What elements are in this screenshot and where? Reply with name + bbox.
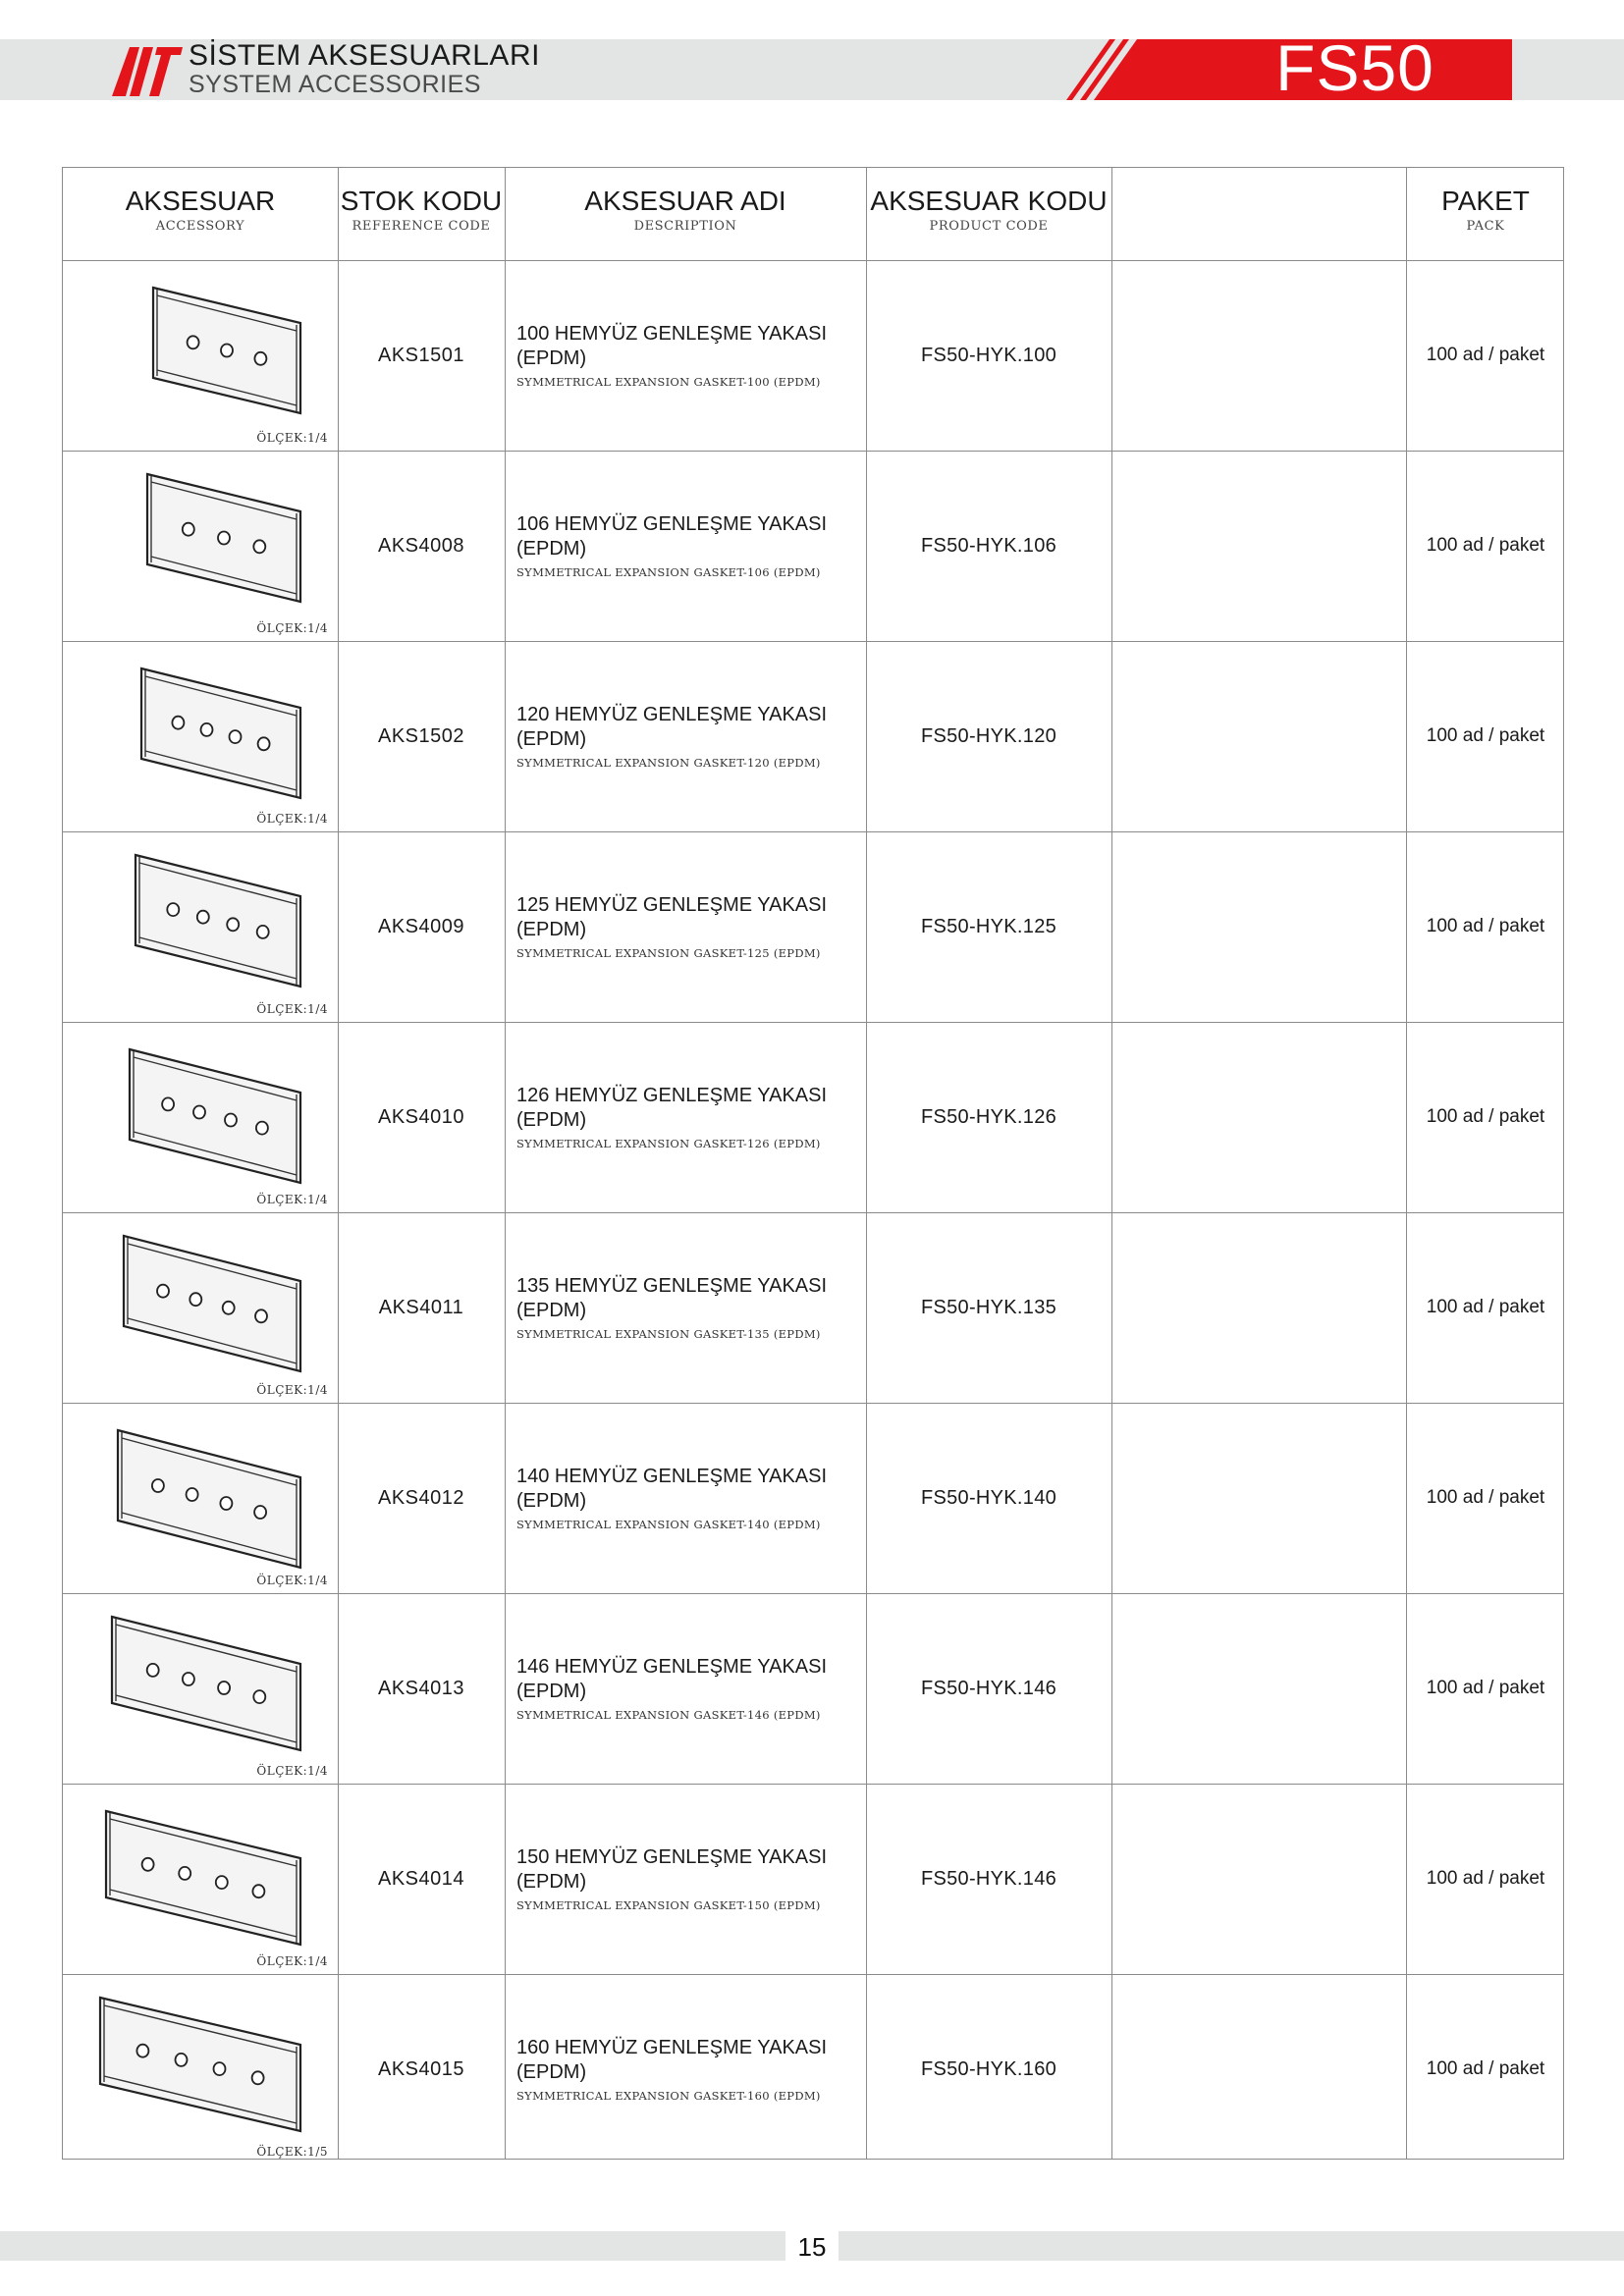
expansion-gasket-drawing [63, 1784, 338, 1974]
gasket-hole [252, 1885, 264, 1897]
gasket-hole [172, 717, 184, 729]
gasket-hole [147, 1664, 159, 1677]
gasket-hole [256, 1122, 268, 1135]
description-en: SYMMETRICAL EXPANSION GASKET-146 (EPDM) [516, 1708, 821, 1722]
gasket-hole [179, 1867, 190, 1880]
description-en: SYMMETRICAL EXPANSION GASKET-160 (EPDM) [516, 2089, 821, 2103]
description-cell [505, 1784, 866, 1974]
gasket-hole [214, 2062, 226, 2075]
scale-label: ÖLÇEK:1/4 [256, 621, 328, 635]
table-row [63, 1212, 1563, 1403]
expansion-gasket-drawing [63, 1974, 338, 2164]
gasket-hole [223, 1302, 235, 1314]
row-divider [63, 641, 1563, 642]
description-tr: 160 HEMYÜZ GENLEŞME YAKASI (EPDM) [516, 2037, 828, 2083]
row-divider [63, 1403, 1563, 1404]
row-divider [63, 1784, 1563, 1785]
row-divider [63, 831, 1563, 832]
description-cell [505, 1974, 866, 2164]
accessory-image-cell [63, 1784, 338, 1974]
description-tr: 140 HEMYÜZ GENLEŞME YAKASI (EPDM) [516, 1466, 828, 1512]
brand-title-tr: SİSTEM AKSESUARLARI [189, 39, 540, 72]
table-row [63, 260, 1563, 451]
scale-label: ÖLÇEK:1/4 [256, 1383, 328, 1397]
expansion-gasket-drawing [63, 641, 338, 831]
accessory-image-cell [63, 260, 338, 451]
description-en: SYMMETRICAL EXPANSION GASKET-100 (EPDM) [516, 375, 821, 389]
header-accessory [63, 168, 338, 260]
row-divider [63, 1974, 1563, 1975]
table-row [63, 451, 1563, 641]
row-divider [63, 451, 1563, 452]
description-cell [505, 1403, 866, 1593]
gasket-hole [142, 1858, 154, 1871]
description-tr: 150 HEMYÜZ GENLEŞME YAKASI (EPDM) [516, 1846, 828, 1893]
gasket-hole [136, 2045, 148, 2057]
gasket-hole [189, 1293, 201, 1306]
expansion-gasket-drawing [63, 1403, 338, 1593]
header-main-label: AKSESUAR KODU [870, 186, 1108, 216]
gasket-hole [162, 1097, 174, 1110]
header-main-label: STOK KODU [340, 186, 503, 216]
pack-quantity: 100 ad / paket [1426, 2058, 1545, 2079]
row-divider [63, 1022, 1563, 1023]
pack-quantity: 100 ad / paket [1426, 1106, 1545, 1127]
product-code: FS50-HYK.146 [920, 1677, 1057, 1699]
gasket-hole [255, 1309, 267, 1322]
accessory-image-cell [63, 1212, 338, 1403]
description-cell [505, 641, 866, 831]
description-tr: 146 HEMYÜZ GENLEŞME YAKASI (EPDM) [516, 1656, 828, 1702]
brand-logo [110, 41, 185, 98]
brand-title-en: SYSTEM ACCESSORIES [189, 71, 481, 98]
gasket-hole [167, 903, 179, 916]
accessory-image-cell [63, 641, 338, 831]
description-en: SYMMETRICAL EXPANSION GASKET-150 (EPDM) [516, 1898, 821, 1912]
description-tr: 100 HEMYÜZ GENLEŞME YAKASI (EPDM) [516, 323, 828, 369]
accessory-image-cell [63, 451, 338, 641]
scale-label: ÖLÇEK:1/4 [256, 1002, 328, 1016]
gasket-hole [227, 918, 239, 931]
gasket-hole [254, 352, 266, 365]
gasket-hole [258, 737, 270, 750]
reference-code: AKS4009 [377, 915, 464, 937]
page-number: 15 [785, 2231, 839, 2261]
product-code: FS50-HYK.135 [920, 1296, 1057, 1318]
description-cell [505, 260, 866, 451]
description-en: SYMMETRICAL EXPANSION GASKET-126 (EPDM) [516, 1137, 821, 1150]
expansion-gasket-drawing [63, 1212, 338, 1403]
description-en: SYMMETRICAL EXPANSION GASKET-125 (EPDM) [516, 946, 821, 960]
pack-quantity: 100 ad / paket [1426, 1868, 1545, 1889]
description-cell [505, 451, 866, 641]
gasket-hole [254, 1506, 266, 1519]
product-code: FS50-HYK.160 [920, 2057, 1057, 2080]
reference-code: AKS4011 [378, 1296, 464, 1318]
gasket-hole [197, 911, 209, 924]
product-code: FS50-HYK.140 [920, 1486, 1057, 1509]
table-row [63, 1022, 1563, 1212]
accessory-image-cell [63, 1403, 338, 1593]
reference-code: AKS4012 [377, 1486, 464, 1509]
description-cell [505, 1212, 866, 1403]
gasket-hole [176, 2054, 188, 2066]
gasket-hole [257, 926, 269, 938]
table-row [63, 1784, 1563, 1974]
pack-quantity: 100 ad / paket [1426, 535, 1545, 556]
description-cell [505, 1593, 866, 1784]
gasket-hole [152, 1479, 164, 1492]
row-divider [63, 1212, 1563, 1213]
gasket-hole [253, 1690, 265, 1703]
scale-label: ÖLÇEK:1/4 [256, 431, 328, 445]
description-cell [505, 1022, 866, 1212]
scale-label: ÖLÇEK:1/4 [256, 812, 328, 826]
expansion-gasket-drawing [63, 451, 338, 641]
pack-quantity: 100 ad / paket [1426, 1678, 1545, 1698]
scale-label: ÖLÇEK:1/4 [256, 1574, 328, 1587]
gasket-hole [225, 1114, 237, 1127]
expansion-gasket-drawing [63, 831, 338, 1022]
header-sub-label: ACCESSORY [155, 219, 245, 234]
reference-code: AKS4014 [377, 1867, 464, 1890]
header-description [505, 168, 866, 260]
scale-label: ÖLÇEK:1/4 [256, 1764, 328, 1778]
product-code: FS50-HYK.106 [920, 534, 1057, 557]
table-row [63, 1974, 1563, 2164]
scale-label: ÖLÇEK:1/4 [256, 1193, 328, 1206]
product-code: FS50-HYK.125 [920, 915, 1057, 937]
gasket-hole [193, 1106, 205, 1119]
table-row [63, 831, 1563, 1022]
header-main-label: PAKET [1441, 186, 1530, 216]
table-row [63, 1403, 1563, 1593]
accessory-image-cell [63, 1022, 338, 1212]
description-cell [505, 831, 866, 1022]
description-en: SYMMETRICAL EXPANSION GASKET-120 (EPDM) [516, 756, 821, 770]
header-empty [1111, 168, 1406, 260]
gasket-hole [218, 532, 230, 545]
expansion-gasket-drawing [63, 260, 338, 451]
gasket-hole [183, 1673, 194, 1685]
header-sub-label: PRODUCT CODE [929, 219, 1049, 234]
description-en: SYMMETRICAL EXPANSION GASKET-140 (EPDM) [516, 1518, 821, 1531]
header-sub-label: DESCRIPTION [633, 219, 737, 234]
reference-code: AKS1501 [377, 344, 464, 366]
table-row [63, 1593, 1563, 1784]
accessory-image-cell [63, 1593, 338, 1784]
gasket-hole [188, 336, 199, 348]
reference-code: AKS4010 [377, 1105, 464, 1128]
description-tr: 106 HEMYÜZ GENLEŞME YAKASI (EPDM) [516, 513, 828, 560]
pack-quantity: 100 ad / paket [1426, 345, 1545, 365]
gasket-hole [187, 1488, 198, 1501]
product-code: FS50-HYK.126 [920, 1105, 1057, 1128]
row-divider [63, 260, 1563, 261]
header-sub-label: PACK [1466, 219, 1505, 234]
row-divider [63, 1593, 1563, 1594]
reference-code: AKS4015 [377, 2057, 464, 2080]
gasket-hole [218, 1682, 230, 1694]
gasket-hole [230, 730, 242, 743]
description-tr: 135 HEMYÜZ GENLEŞME YAKASI (EPDM) [516, 1275, 828, 1321]
pack-quantity: 100 ad / paket [1426, 1487, 1545, 1508]
pack-quantity: 100 ad / paket [1426, 1297, 1545, 1317]
scale-label: ÖLÇEK:1/5 [256, 2145, 328, 2159]
pack-quantity: 100 ad / paket [1426, 916, 1545, 936]
gasket-hole [183, 523, 194, 536]
gasket-hole [220, 1497, 232, 1510]
gasket-hole [216, 1876, 228, 1889]
accessories-table [62, 167, 1564, 2160]
description-en: SYMMETRICAL EXPANSION GASKET-135 (EPDM) [516, 1327, 821, 1341]
pack-quantity: 100 ad / paket [1426, 725, 1545, 746]
header-main-label: AKSESUAR ADI [584, 186, 786, 216]
accessory-image-cell [63, 1974, 338, 2164]
expansion-gasket-drawing [63, 1022, 338, 1212]
gasket-hole [221, 345, 233, 357]
header-reference-code [338, 168, 505, 260]
product-code: FS50-HYK.100 [920, 344, 1057, 366]
series-label: FS50 [1275, 31, 1435, 104]
gasket-hole [252, 2071, 264, 2084]
description-tr: 125 HEMYÜZ GENLEŞME YAKASI (EPDM) [516, 894, 828, 940]
reference-code: AKS4013 [377, 1677, 464, 1699]
header-sub-label: REFERENCE CODE [352, 219, 491, 234]
description-tr: 120 HEMYÜZ GENLEŞME YAKASI (EPDM) [516, 704, 828, 750]
header-pack [1406, 168, 1565, 260]
table-row [63, 641, 1563, 831]
header-main-label: AKSESUAR [125, 186, 276, 216]
gasket-hole [201, 723, 213, 736]
description-tr: 126 HEMYÜZ GENLEŞME YAKASI (EPDM) [516, 1085, 828, 1131]
scale-label: ÖLÇEK:1/4 [256, 1954, 328, 1968]
reference-code: AKS1502 [377, 724, 464, 747]
gasket-hole [157, 1285, 169, 1298]
expansion-gasket-drawing [63, 1593, 338, 1784]
product-code: FS50-HYK.146 [920, 1867, 1057, 1890]
header-product-code [866, 168, 1111, 260]
gasket-hole [253, 540, 265, 553]
reference-code: AKS4008 [377, 534, 464, 557]
product-code: FS50-HYK.120 [920, 724, 1057, 747]
accessory-image-cell [63, 831, 338, 1022]
description-en: SYMMETRICAL EXPANSION GASKET-106 (EPDM) [516, 565, 821, 579]
